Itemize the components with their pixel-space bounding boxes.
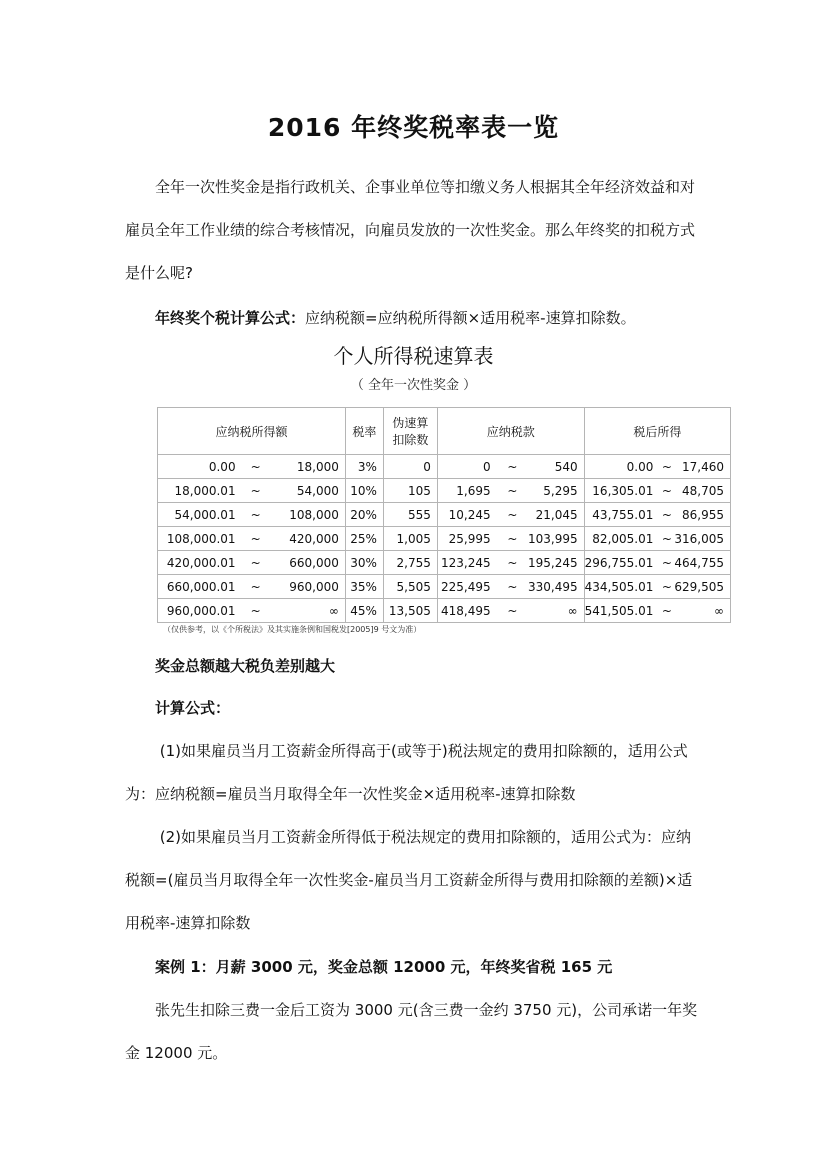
rule-1-line-1: (1)如果雇员当月工资薪金所得高于(或等于)税法规定的费用扣除额的，适用公式 (155, 742, 688, 760)
cell-tilde: ~ (659, 527, 674, 551)
table-header-row (158, 408, 731, 455)
cell-tilde: ~ (242, 599, 270, 623)
cell-tax-to: 5,295 (528, 479, 584, 503)
cell-tax-from: 0 (437, 455, 496, 479)
cell-taxable-to: 960,000 (270, 575, 346, 599)
cell-tilde: ~ (242, 503, 270, 527)
cell-tilde: ~ (659, 551, 674, 575)
cell-tax-to: 330,495 (528, 575, 584, 599)
cell-tilde: ~ (497, 455, 528, 479)
cell-taxable-to: 660,000 (270, 551, 346, 575)
cell-deduction: 1,005 (383, 527, 437, 551)
cell-after-to: 86,955 (674, 503, 730, 527)
formula-text: 应纳税额=应纳税所得额×适用税率-速算扣除数。 (305, 309, 636, 327)
cell-taxable-from: 960,000.01 (158, 599, 242, 623)
table-row (158, 479, 731, 503)
formula-paragraph (125, 297, 705, 340)
cell-tax-from: 225,495 (437, 575, 496, 599)
formula-label: 年终奖个税计算公式： (155, 309, 306, 327)
cell-rate: 3% (345, 455, 383, 479)
cell-tilde: ~ (659, 599, 674, 623)
rule-1-paragraph (125, 730, 705, 816)
cell-tilde: ~ (659, 455, 674, 479)
table-row (158, 527, 731, 551)
cell-after-to: ∞ (674, 599, 730, 623)
cell-deduction: 555 (383, 503, 437, 527)
cell-taxable-from: 108,000.01 (158, 527, 242, 551)
intro-line-3: 是什么呢? (125, 264, 193, 282)
rule-2-line-1: (2)如果雇员当月工资薪金所得低于税法规定的费用扣除额的，适用公式为：应纳 (155, 828, 692, 846)
cell-tax-to: 195,245 (528, 551, 584, 575)
cell-after-from: 16,305.01 (584, 479, 659, 503)
calc-label: 计算公式： (155, 699, 231, 717)
cell-rate: 30% (345, 551, 383, 575)
cell-after-from: 82,005.01 (584, 527, 659, 551)
cell-tilde: ~ (659, 503, 674, 527)
rule-2-paragraph (125, 816, 705, 945)
cell-taxable-from: 18,000.01 (158, 479, 242, 503)
cell-taxable-from: 660,000.01 (158, 575, 242, 599)
intro-paragraph (125, 166, 705, 295)
cell-after-from: 43,755.01 (584, 503, 659, 527)
cell-tilde: ~ (242, 575, 270, 599)
header-taxable: 应纳税所得额 (158, 408, 346, 455)
rule-1-line-2: 为：应纳税额=雇员当月取得全年一次性奖金×适用税率-速算扣除数 (125, 785, 576, 803)
section-heading: 奖金总额越大税负差别越大 (155, 657, 336, 675)
cell-deduction: 105 (383, 479, 437, 503)
cell-tilde: ~ (242, 527, 270, 551)
cell-deduction: 0 (383, 455, 437, 479)
cell-rate: 20% (345, 503, 383, 527)
header-rate: 税率 (345, 408, 383, 455)
cell-after-to: 48,705 (674, 479, 730, 503)
header-after-tax: 税后所得 (584, 408, 730, 455)
cell-tilde: ~ (659, 575, 674, 599)
cell-taxable-to: 420,000 (270, 527, 346, 551)
cell-tilde: ~ (659, 479, 674, 503)
cell-deduction: 2,755 (383, 551, 437, 575)
case-1-paragraph (125, 989, 705, 1075)
cell-after-from: 541,505.01 (584, 599, 659, 623)
cell-tax-from: 123,245 (437, 551, 496, 575)
cell-tilde: ~ (497, 527, 528, 551)
cell-taxable-to: 108,000 (270, 503, 346, 527)
cell-taxable-from: 0.00 (158, 455, 242, 479)
cell-taxable-to: ∞ (270, 599, 346, 623)
cell-tilde: ~ (497, 599, 528, 623)
cell-tax-from: 25,995 (437, 527, 496, 551)
cell-tilde: ~ (497, 479, 528, 503)
table-row (158, 503, 731, 527)
cell-tax-to: 540 (528, 455, 584, 479)
table-row (158, 551, 731, 575)
cell-after-to: 629,505 (674, 575, 730, 599)
header-deduction: 伪速算 扣除数 (383, 408, 437, 455)
rule-2-line-3: 用税率-速算扣除数 (125, 914, 251, 932)
header-tax: 应纳税款 (437, 408, 584, 455)
cell-after-to: 316,005 (674, 527, 730, 551)
cell-deduction: 13,505 (383, 599, 437, 623)
cell-after-from: 0.00 (584, 455, 659, 479)
cell-taxable-from: 54,000.01 (158, 503, 242, 527)
cell-rate: 45% (345, 599, 383, 623)
cell-after-from: 434,505.01 (584, 575, 659, 599)
table-row (158, 599, 731, 623)
cell-tax-from: 1,695 (437, 479, 496, 503)
cell-after-to: 17,460 (674, 455, 730, 479)
cell-taxable-to: 54,000 (270, 479, 346, 503)
cell-tilde: ~ (497, 551, 528, 575)
table-note: （仅供参考，以《个所税法》及其实施条例和国税发[2005]9 号文为准） (163, 625, 422, 634)
table-title: 个人所得税速算表 (333, 344, 494, 368)
tax-rate-table (157, 407, 731, 623)
cell-rate: 25% (345, 527, 383, 551)
cell-tilde: ~ (242, 479, 270, 503)
cell-tilde: ~ (497, 503, 528, 527)
intro-line-1: 全年一次性奖金是指行政机关、企事业单位等扣缴义务人根据其全年经济效益和对 (155, 178, 696, 196)
cell-taxable-to: 18,000 (270, 455, 346, 479)
cell-tax-to: 103,995 (528, 527, 584, 551)
page-title: 2016 年终奖税率表一览 (267, 113, 560, 142)
case-1-heading: 案例 1：月薪 3000 元，奖金总额 12000 元，年终奖省税 165 元 (155, 958, 613, 976)
cell-after-to: 464,755 (674, 551, 730, 575)
cell-deduction: 5,505 (383, 575, 437, 599)
cell-rate: 10% (345, 479, 383, 503)
cell-tax-from: 418,495 (437, 599, 496, 623)
intro-line-2: 雇员全年工作业绩的综合考核情况，向雇员发放的一次性奖金。那么年终奖的扣税方式 (125, 221, 696, 239)
case-1-line-2: 金 12000 元。 (125, 1044, 228, 1062)
cell-tax-to: 21,045 (528, 503, 584, 527)
table-row (158, 575, 731, 599)
cell-tax-from: 10,245 (437, 503, 496, 527)
case-1-line-1: 张先生扣除三费一金后工资为 3000 元(含三费一金约 3750 元)，公司承诺一年奖 (155, 1001, 698, 1019)
cell-taxable-from: 420,000.01 (158, 551, 242, 575)
cell-tilde: ~ (242, 551, 270, 575)
rule-2-line-2: 税额=(雇员当月取得全年一次性奖金-雇员当月工资薪金所得与费用扣除额的差额)×适 (125, 871, 693, 889)
cell-tilde: ~ (242, 455, 270, 479)
table-subtitle: （ 全年一次性奖金 ） (350, 378, 477, 393)
cell-rate: 35% (345, 575, 383, 599)
cell-tax-to: ∞ (528, 599, 584, 623)
table-row (158, 455, 731, 479)
cell-tilde: ~ (497, 575, 528, 599)
cell-after-from: 296,755.01 (584, 551, 659, 575)
